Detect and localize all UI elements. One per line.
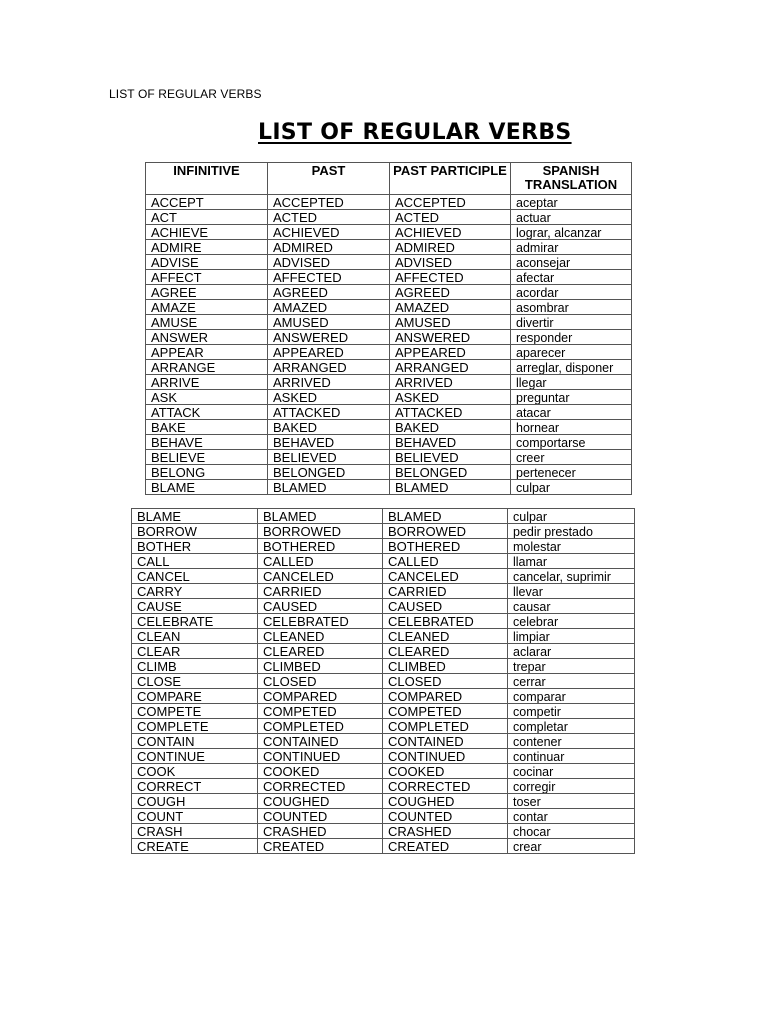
cell-past-participle: CLEANED: [383, 629, 508, 644]
cell-past: CLEARED: [258, 644, 383, 659]
cell-past-participle: COUGHED: [383, 794, 508, 809]
cell-spanish-translation: arreglar, disponer: [511, 360, 632, 375]
cell-spanish-translation: culpar: [511, 480, 632, 495]
cell-infinitive: CALL: [132, 554, 258, 569]
cell-infinitive: CONTINUE: [132, 749, 258, 764]
cell-past: COUNTED: [258, 809, 383, 824]
cell-past: BLAMED: [258, 509, 383, 524]
cell-past: COMPARED: [258, 689, 383, 704]
cell-spanish-translation: causar: [508, 599, 635, 614]
verbs-table-body: [146, 195, 632, 495]
table-row: [146, 300, 632, 315]
cell-past: BOTHERED: [258, 539, 383, 554]
table-row: [146, 270, 632, 285]
cell-past: ANSWERED: [268, 330, 390, 345]
verbs-table-part-1: [145, 162, 632, 495]
cell-infinitive: ADVISE: [146, 255, 268, 270]
cell-past: ADMIRED: [268, 240, 390, 255]
table-row: [132, 824, 635, 839]
table-row: [132, 674, 635, 689]
cell-past-participle: BAKED: [390, 420, 511, 435]
cell-past: COUGHED: [258, 794, 383, 809]
cell-past: CALLED: [258, 554, 383, 569]
cell-past: ATTACKED: [268, 405, 390, 420]
cell-past-participle: COMPETED: [383, 704, 508, 719]
verbs-table-part-2: [131, 508, 635, 854]
table-row: [132, 584, 635, 599]
cell-past-participle: BELIEVED: [390, 450, 511, 465]
cell-past-participle: APPEARED: [390, 345, 511, 360]
table-row: [146, 195, 632, 210]
table-row: [146, 405, 632, 420]
cell-spanish-translation: completar: [508, 719, 635, 734]
cell-infinitive: COOK: [132, 764, 258, 779]
table-row: [146, 345, 632, 360]
table-row: [146, 315, 632, 330]
page-title: LIST OF REGULAR VERBS: [258, 120, 572, 145]
cell-past: CAUSED: [258, 599, 383, 614]
cell-past: CONTAINED: [258, 734, 383, 749]
table-row: [146, 465, 632, 480]
cell-past-participle: COOKED: [383, 764, 508, 779]
cell-past-participle: BELONGED: [390, 465, 511, 480]
cell-infinitive: CARRY: [132, 584, 258, 599]
cell-spanish-translation: competir: [508, 704, 635, 719]
cell-spanish-translation: pertenecer: [511, 465, 632, 480]
cell-spanish-translation: preguntar: [511, 390, 632, 405]
cell-spanish-translation: responder: [511, 330, 632, 345]
cell-past-participle: AGREED: [390, 285, 511, 300]
table-row: [132, 554, 635, 569]
cell-spanish-translation: comportarse: [511, 435, 632, 450]
cell-infinitive: BLAME: [146, 480, 268, 495]
column-header-infinitive: INFINITIVE: [146, 163, 268, 195]
table-row: [146, 210, 632, 225]
cell-past-participle: CRASHED: [383, 824, 508, 839]
cell-past-participle: ASKED: [390, 390, 511, 405]
cell-spanish-translation: limpiar: [508, 629, 635, 644]
cell-past-participle: ACCEPTED: [390, 195, 511, 210]
cell-past-participle: AMAZED: [390, 300, 511, 315]
cell-past: COOKED: [258, 764, 383, 779]
cell-spanish-translation: atacar: [511, 405, 632, 420]
cell-spanish-translation: llegar: [511, 375, 632, 390]
column-header-past-participle: PAST PARTICIPLE: [390, 163, 511, 195]
cell-past: CLEANED: [258, 629, 383, 644]
cell-past-participle: CLEARED: [383, 644, 508, 659]
cell-infinitive: COMPLETE: [132, 719, 258, 734]
document-header: LIST OF REGULAR VERBS: [109, 87, 262, 101]
cell-spanish-translation: aclarar: [508, 644, 635, 659]
cell-infinitive: ACT: [146, 210, 268, 225]
table-row: [132, 734, 635, 749]
cell-past: CANCELED: [258, 569, 383, 584]
cell-spanish-translation: corregir: [508, 779, 635, 794]
cell-past-participle: CREATED: [383, 839, 508, 854]
cell-past: AMUSED: [268, 315, 390, 330]
cell-past-participle: COMPLETED: [383, 719, 508, 734]
cell-infinitive: BELONG: [146, 465, 268, 480]
table-row: [146, 360, 632, 375]
cell-past: CLIMBED: [258, 659, 383, 674]
cell-past: AFFECTED: [268, 270, 390, 285]
table-row: [146, 435, 632, 450]
cell-spanish-translation: cancelar, suprimir: [508, 569, 635, 584]
cell-spanish-translation: asombrar: [511, 300, 632, 315]
cell-past-participle: BORROWED: [383, 524, 508, 539]
table-row: [132, 509, 635, 524]
cell-infinitive: AMAZE: [146, 300, 268, 315]
cell-infinitive: CONTAIN: [132, 734, 258, 749]
cell-spanish-translation: contar: [508, 809, 635, 824]
cell-past: ADVISED: [268, 255, 390, 270]
cell-past-participle: CORRECTED: [383, 779, 508, 794]
cell-spanish-translation: cerrar: [508, 674, 635, 689]
cell-spanish-translation: acordar: [511, 285, 632, 300]
cell-infinitive: CLEAN: [132, 629, 258, 644]
cell-past: ACHIEVED: [268, 225, 390, 240]
cell-infinitive: ARRIVE: [146, 375, 268, 390]
cell-infinitive: CELEBRATE: [132, 614, 258, 629]
cell-past-participle: ACTED: [390, 210, 511, 225]
cell-infinitive: ACHIEVE: [146, 225, 268, 240]
table-row: [132, 719, 635, 734]
cell-spanish-translation: crear: [508, 839, 635, 854]
cell-infinitive: BELIEVE: [146, 450, 268, 465]
cell-past: BELONGED: [268, 465, 390, 480]
cell-past-participle: CARRIED: [383, 584, 508, 599]
cell-spanish-translation: aconsejar: [511, 255, 632, 270]
cell-infinitive: ANSWER: [146, 330, 268, 345]
cell-spanish-translation: lograr, alcanzar: [511, 225, 632, 240]
table-row: [132, 599, 635, 614]
cell-past: CONTINUED: [258, 749, 383, 764]
cell-spanish-translation: afectar: [511, 270, 632, 285]
cell-infinitive: APPEAR: [146, 345, 268, 360]
cell-infinitive: CRASH: [132, 824, 258, 839]
cell-spanish-translation: toser: [508, 794, 635, 809]
cell-infinitive: ARRANGE: [146, 360, 268, 375]
cell-spanish-translation: comparar: [508, 689, 635, 704]
table-row: [132, 689, 635, 704]
cell-past: CRASHED: [258, 824, 383, 839]
cell-infinitive: ACCEPT: [146, 195, 268, 210]
cell-spanish-translation: llevar: [508, 584, 635, 599]
cell-spanish-translation: pedir prestado: [508, 524, 635, 539]
cell-past-participle: ANSWERED: [390, 330, 511, 345]
cell-spanish-translation: contener: [508, 734, 635, 749]
table-row: [132, 539, 635, 554]
cell-past: BEHAVED: [268, 435, 390, 450]
cell-past: CREATED: [258, 839, 383, 854]
cell-past-participle: ARRANGED: [390, 360, 511, 375]
table-row: [146, 285, 632, 300]
cell-past-participle: CLIMBED: [383, 659, 508, 674]
cell-infinitive: BEHAVE: [146, 435, 268, 450]
cell-past: CARRIED: [258, 584, 383, 599]
cell-spanish-translation: culpar: [508, 509, 635, 524]
cell-past-participle: CONTINUED: [383, 749, 508, 764]
table-row: [146, 480, 632, 495]
cell-spanish-translation: llamar: [508, 554, 635, 569]
cell-past: APPEARED: [268, 345, 390, 360]
cell-past-participle: CLOSED: [383, 674, 508, 689]
table-row: [132, 644, 635, 659]
cell-past: COMPETED: [258, 704, 383, 719]
cell-infinitive: CAUSE: [132, 599, 258, 614]
cell-infinitive: BAKE: [146, 420, 268, 435]
cell-infinitive: COMPETE: [132, 704, 258, 719]
cell-spanish-translation: molestar: [508, 539, 635, 554]
cell-past-participle: AMUSED: [390, 315, 511, 330]
verbs-table-body: [132, 509, 635, 854]
cell-past-participle: ACHIEVED: [390, 225, 511, 240]
cell-infinitive: AGREE: [146, 285, 268, 300]
cell-spanish-translation: actuar: [511, 210, 632, 225]
table-row: [132, 809, 635, 824]
column-header-spanish-translation: SPANISH TRANSLATION: [511, 163, 632, 195]
cell-past: CORRECTED: [258, 779, 383, 794]
cell-infinitive: CREATE: [132, 839, 258, 854]
cell-past: CLOSED: [258, 674, 383, 689]
cell-past-participle: BLAMED: [390, 480, 511, 495]
cell-spanish-translation: creer: [511, 450, 632, 465]
table-header-row: [146, 163, 632, 195]
table-row: [132, 749, 635, 764]
cell-past: ASKED: [268, 390, 390, 405]
cell-infinitive: BLAME: [132, 509, 258, 524]
cell-past-participle: CELEBRATED: [383, 614, 508, 629]
cell-past-participle: BOTHERED: [383, 539, 508, 554]
table-row: [146, 420, 632, 435]
table-row: [132, 524, 635, 539]
cell-spanish-translation: continuar: [508, 749, 635, 764]
cell-spanish-translation: trepar: [508, 659, 635, 674]
cell-past-participle: CANCELED: [383, 569, 508, 584]
cell-infinitive: CLOSE: [132, 674, 258, 689]
cell-past: BORROWED: [258, 524, 383, 539]
cell-past: ARRIVED: [268, 375, 390, 390]
table-row: [132, 569, 635, 584]
table-row: [132, 629, 635, 644]
cell-past: BELIEVED: [268, 450, 390, 465]
table-row: [146, 225, 632, 240]
table-row: [146, 330, 632, 345]
cell-past: AMAZED: [268, 300, 390, 315]
cell-past-participle: AFFECTED: [390, 270, 511, 285]
cell-spanish-translation: celebrar: [508, 614, 635, 629]
cell-past: BAKED: [268, 420, 390, 435]
cell-infinitive: BOTHER: [132, 539, 258, 554]
table-row: [146, 375, 632, 390]
cell-infinitive: COMPARE: [132, 689, 258, 704]
cell-past-participle: ADMIRED: [390, 240, 511, 255]
cell-infinitive: CLEAR: [132, 644, 258, 659]
cell-infinitive: ASK: [146, 390, 268, 405]
cell-past: ACTED: [268, 210, 390, 225]
cell-spanish-translation: divertir: [511, 315, 632, 330]
table-row: [146, 390, 632, 405]
cell-past: CELEBRATED: [258, 614, 383, 629]
table-row: [132, 659, 635, 674]
table-row: [132, 704, 635, 719]
cell-infinitive: CLIMB: [132, 659, 258, 674]
cell-past-participle: ADVISED: [390, 255, 511, 270]
table-row: [132, 794, 635, 809]
cell-past-participle: ATTACKED: [390, 405, 511, 420]
cell-past-participle: CALLED: [383, 554, 508, 569]
cell-spanish-translation: admirar: [511, 240, 632, 255]
cell-past-participle: BLAMED: [383, 509, 508, 524]
cell-past: AGREED: [268, 285, 390, 300]
cell-spanish-translation: cocinar: [508, 764, 635, 779]
cell-past-participle: BEHAVED: [390, 435, 511, 450]
table-row: [132, 839, 635, 854]
cell-spanish-translation: aceptar: [511, 195, 632, 210]
column-header-past: PAST: [268, 163, 390, 195]
cell-infinitive: COUNT: [132, 809, 258, 824]
cell-past-participle: COUNTED: [383, 809, 508, 824]
cell-past: ARRANGED: [268, 360, 390, 375]
cell-infinitive: ATTACK: [146, 405, 268, 420]
cell-infinitive: CORRECT: [132, 779, 258, 794]
cell-infinitive: CANCEL: [132, 569, 258, 584]
cell-past-participle: CAUSED: [383, 599, 508, 614]
cell-past-participle: CONTAINED: [383, 734, 508, 749]
cell-infinitive: COUGH: [132, 794, 258, 809]
cell-past: COMPLETED: [258, 719, 383, 734]
cell-spanish-translation: hornear: [511, 420, 632, 435]
table-row: [146, 450, 632, 465]
table-row: [132, 614, 635, 629]
cell-infinitive: AFFECT: [146, 270, 268, 285]
cell-past-participle: COMPARED: [383, 689, 508, 704]
cell-infinitive: BORROW: [132, 524, 258, 539]
cell-past: ACCEPTED: [268, 195, 390, 210]
table-row: [146, 240, 632, 255]
table-row: [132, 779, 635, 794]
cell-infinitive: AMUSE: [146, 315, 268, 330]
cell-spanish-translation: aparecer: [511, 345, 632, 360]
cell-past-participle: ARRIVED: [390, 375, 511, 390]
cell-past: BLAMED: [268, 480, 390, 495]
table-row: [146, 255, 632, 270]
cell-spanish-translation: chocar: [508, 824, 635, 839]
cell-infinitive: ADMIRE: [146, 240, 268, 255]
table-row: [132, 764, 635, 779]
